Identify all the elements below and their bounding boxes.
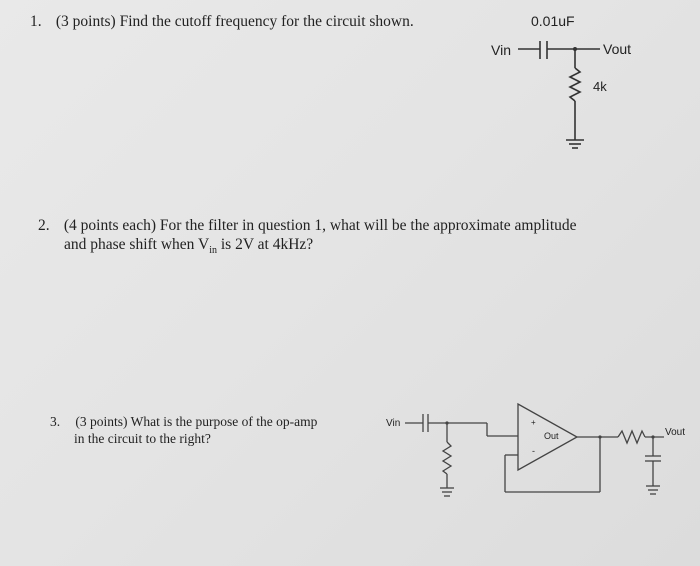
vout-label-1: Vout (603, 41, 632, 57)
question-2-subscript: in (209, 245, 217, 257)
opamp-plus-sign: + (531, 418, 536, 427)
capacitor-label: 0.01uF (531, 13, 575, 29)
question-1-number: 1. (30, 13, 42, 30)
opamp-minus-sign: - (532, 446, 535, 456)
vout-label-3: Vout (665, 427, 686, 438)
question-3-number: 3. (50, 414, 61, 429)
question-2-text-line2b: is 2V at 4kHz? (217, 236, 314, 253)
question-3-text-line2: in the circuit to the right? (74, 431, 211, 446)
question-2-text-line2a: and phase shift when V (64, 236, 210, 253)
vin-label-1: Vin (491, 42, 511, 58)
vin-label-3: Vin (386, 418, 401, 429)
opamp-out-label: Out (544, 431, 559, 441)
resistor-label: 4k (593, 79, 607, 94)
question-3-text-line1: (3 points) What is the purpose of the op-amp (75, 414, 318, 429)
question-2-text-line1: (4 points each) For the filter in question 1, what will be the approximate amplitude (63, 217, 577, 234)
question-2-number: 2. (38, 217, 50, 234)
question-1-text: (3 points) Find the cutoff frequency for the circuit shown. (55, 13, 414, 30)
